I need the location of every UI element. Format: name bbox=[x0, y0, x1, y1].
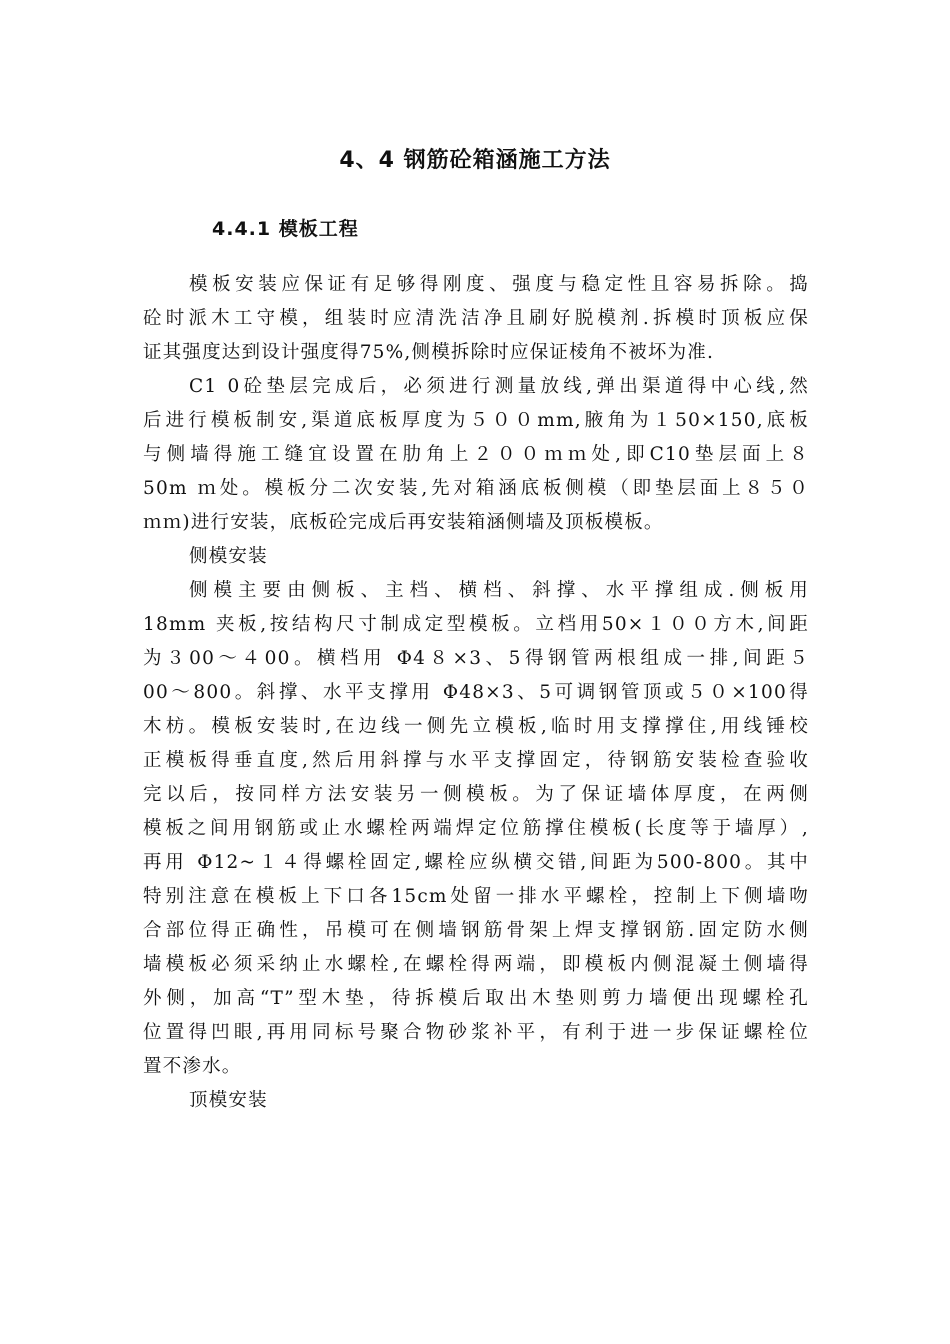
text-line: 18mm 夹板,按结构尺寸制成定型模板。立档用50×１００方木,间距 bbox=[143, 614, 809, 635]
text-line: ｍｍ)进行安装，底板砼完成后再安装箱涵侧墙及顶板模板。 bbox=[143, 512, 664, 533]
text-line: 墙模板必须采纳止水螺栓,在螺栓得两端，即模板内侧混凝土侧墙得 bbox=[143, 954, 809, 975]
text-line: 侧模安装 bbox=[189, 546, 268, 567]
page-title: 4、4 钢筋砼箱涵施工方法 bbox=[339, 148, 611, 173]
text-line: 为３00～４00。横档用 Φ4８×3、5得钢管两根组成一排,间距５ bbox=[143, 648, 809, 669]
text-line: 外侧，加高“T”型木垫，待拆模后取出木垫则剪力墙便出现螺栓孔 bbox=[143, 988, 809, 1009]
text-line: 顶模安装 bbox=[189, 1090, 268, 1111]
text-line: 与侧墙得施工缝宜设置在肋角上２００ｍｍ处,即C10垫层面上８ bbox=[143, 444, 809, 465]
text-line: 完以后，按同样方法安装另一侧模板。为了保证墙体厚度，在两侧 bbox=[143, 784, 809, 805]
text-line: 50m ｍ处。模板分二次安装,先对箱涵底板侧模（即垫层面上８５０ bbox=[143, 478, 809, 499]
text-line: 模板之间用钢筋或止水螺栓两端焊定位筋撑住模板(长度等于墙厚）, bbox=[143, 818, 809, 839]
text-line: 00～800。斜撑、水平支撑用 Φ48×3、5可调钢管顶或５０×100得 bbox=[143, 682, 809, 703]
text-line: 后进行模板制安,渠道底板厚度为５００mm,腋角为１50×150,底板 bbox=[143, 410, 809, 431]
text-line: 再用 Φ12~１４得螺栓固定,螺栓应纵横交错,间距为500-800。其中 bbox=[143, 852, 809, 873]
body-text bbox=[143, 268, 809, 1118]
text-line: 置不渗水。 bbox=[143, 1056, 242, 1077]
section-heading: 4.4.1 模板工程 bbox=[212, 218, 359, 240]
text-line: C1 0砼垫层完成后，必须进行测量放线,弹出渠道得中心线,然 bbox=[189, 376, 809, 397]
text-line: 侧模主要由侧板、主档、横档、斜撑、水平撑组成.侧板用 bbox=[189, 580, 809, 601]
text-line: 特别注意在模板上下口各15cm处留一排水平螺栓，控制上下侧墙吻 bbox=[143, 886, 809, 907]
text-line: 证其强度达到设计强度得75%,侧模拆除时应保证棱角不被坏为准. bbox=[143, 342, 715, 363]
text-line: 正模板得垂直度,然后用斜撑与水平支撑固定，待钢筋安装检查验收 bbox=[143, 750, 809, 771]
text-line: 模板安装应保证有足够得刚度、强度与稳定性且容易拆除。捣 bbox=[189, 274, 809, 295]
text-line: 位置得凹眼,再用同标号聚合物砂浆补平，有利于进一步保证螺栓位 bbox=[143, 1022, 809, 1043]
text-line: 合部位得正确性，吊模可在侧墙钢筋骨架上焊支撑钢筋.固定防水侧 bbox=[143, 920, 809, 941]
text-line: 木枋。模板安装时,在边线一侧先立模板,临时用支撑撑住,用线锤校 bbox=[143, 716, 809, 737]
text-line: 砼时派木工守模，组装时应清洗洁净且刷好脱模剂.拆模时顶板应保 bbox=[143, 308, 809, 329]
